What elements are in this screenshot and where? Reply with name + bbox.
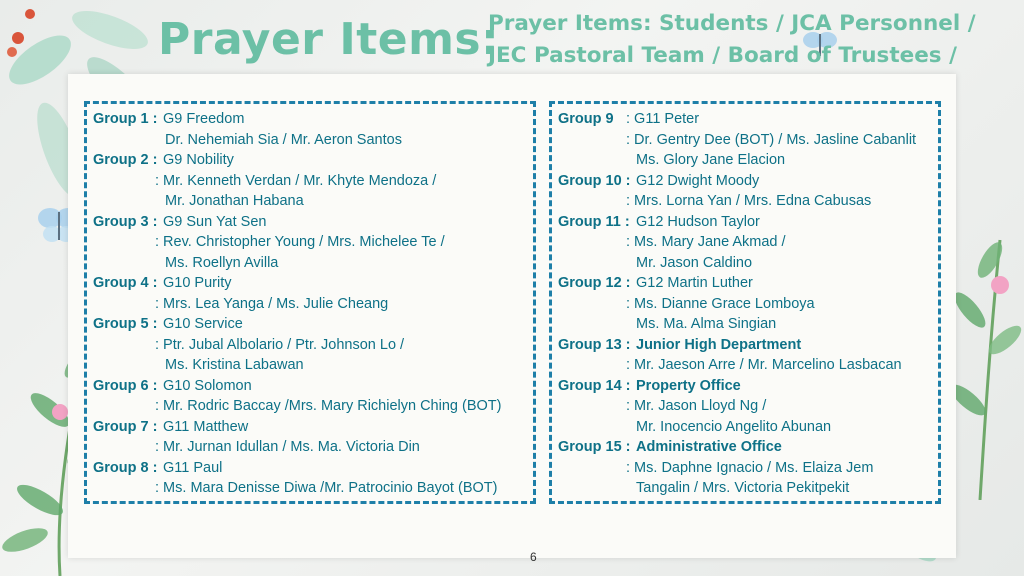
list-item [93,335,533,356]
list-item [558,171,938,192]
page-title: Prayer Items: [158,14,500,65]
list-item [558,294,938,315]
list-item [93,130,533,151]
group-value: : Ptr. Jubal Albolario / Ptr. Johnson Lo / [155,336,405,353]
group-value: G11 Matthew [163,418,249,435]
group-label: Group 12 : [558,275,631,291]
group-value: G9 Sun Yat Sen [163,213,267,230]
group-value: Ms. Glory Jane Elacion [636,152,786,168]
list-item [93,458,533,479]
group-label: Group 11 : [558,213,630,230]
group-label: Group 15 : [558,439,631,455]
list-item [93,191,533,212]
group-value: : Mr. Kenneth Verdan / Mr. Khyte Mendoza / [155,172,437,189]
group-value: Tangalin / Mrs. Victoria Pekitpekit [636,480,850,496]
group-label: Group 13 : [558,336,631,353]
list-item [558,478,938,499]
list-item [558,335,938,356]
group-value: : Mrs. Lorna Yan / Mrs. Edna Cabusas [626,193,872,209]
group-value: Dr. Nehemiah Sia / Mr. Aeron Santos [165,131,402,148]
list-item [558,458,938,479]
group-label: Group 1 : [93,111,158,127]
group-label: Group 10 : [558,172,631,189]
group-value: : Mr. Rodric Baccay /Mrs. Mary Richielyn Ching (BOT) [155,398,502,414]
group-value: G12 Hudson Taylor [636,213,760,230]
list-item [93,109,533,130]
list-item [93,212,533,233]
list-item [93,314,533,335]
group-label: Group 6 : [93,377,158,394]
group-value: : G11 Peter [626,111,700,127]
list-item [93,355,533,376]
group-label: Group 2 : [93,152,158,168]
floral-decoration-right-icon [950,220,1024,500]
right-group-list [558,109,938,499]
group-value: G11 Paul [163,459,223,476]
list-item [93,437,533,458]
group-label: Group 9 [558,111,614,127]
group-value: : Ms. Daphne Ignacio / Ms. Elaiza Jem [626,459,874,476]
group-value: : Ms. Mara Denisse Diwa /Mr. Patrocinio Bayot (BOT) [155,480,498,496]
group-value: Mr. Inocencio Angelito Abunan [636,418,832,435]
page-number: 6 [530,550,537,564]
group-value: Mr. Jason Caldino [636,254,753,271]
right-group-box [549,101,941,504]
list-item [558,417,938,438]
group-value: Mr. Jonathan Habana [165,193,304,209]
list-item [93,376,533,397]
list-item [558,212,938,233]
list-item [93,171,533,192]
list-item [558,273,938,294]
group-value: : Mr. Jaeson Arre / Mr. Marcelino Lasbacan [626,357,902,373]
group-label: Group 5 : [93,316,158,332]
list-item [558,314,938,335]
left-group-box [84,101,536,504]
group-value: G10 Solomon [163,377,252,394]
page-subtitle: Prayer Items: Students / JCA Personnel / JEC Pastoral Team / Board of Trustees / [488,11,976,68]
list-item [93,150,533,171]
list-item [558,355,938,376]
list-item [558,109,938,130]
list-item [558,376,938,397]
group-value: G10 Purity [163,275,232,291]
group-value: Junior High Department [636,336,802,353]
group-value: : Ms. Mary Jane Akmad / [626,234,786,250]
group-value: Ms. Ma. Alma Singian [636,316,777,332]
list-item [558,191,938,212]
group-value: Ms. Kristina Labawan [165,357,304,373]
list-item [558,150,938,171]
group-value: G9 Nobility [163,152,234,168]
list-item [558,130,938,151]
list-item [93,417,533,438]
list-item [93,478,533,499]
left-group-list [93,109,533,499]
group-value: Administrative Office [636,439,782,455]
list-item [558,437,938,458]
group-label: Group 4 : [93,275,158,291]
group-value: G10 Service [163,316,243,332]
list-item [93,253,533,274]
group-value: G9 Freedom [163,111,245,127]
group-value: : Mr. Jason Lloyd Ng / [626,398,767,414]
group-value: : Rev. Christopher Young / Mrs. Michelee Te / [155,234,445,250]
group-label: Group 8 : [93,459,158,476]
group-value: G12 Dwight Moody [636,172,760,189]
list-item [93,396,533,417]
group-label: Group 3 : [93,213,158,230]
group-value: Ms. Roellyn Avilla [165,254,279,271]
list-item [93,232,533,253]
list-item [93,294,533,315]
group-label: Group 7 : [93,418,158,435]
group-label: Group 14 : [558,377,631,394]
group-value: : Mr. Jurnan Idullan / Ms. Ma. Victoria Din [155,439,420,455]
group-value: : Ms. Dianne Grace Lomboya [626,295,815,312]
group-value: Property Office [636,377,741,394]
list-item [558,253,938,274]
group-value: G12 Martin Luther [636,275,753,291]
group-value: : Mrs. Lea Yanga / Ms. Julie Cheang [155,295,389,312]
list-item [558,396,938,417]
list-item [93,273,533,294]
list-item [558,232,938,253]
group-value: : Dr. Gentry Dee (BOT) / Ms. Jasline Cabanlit [626,131,917,148]
